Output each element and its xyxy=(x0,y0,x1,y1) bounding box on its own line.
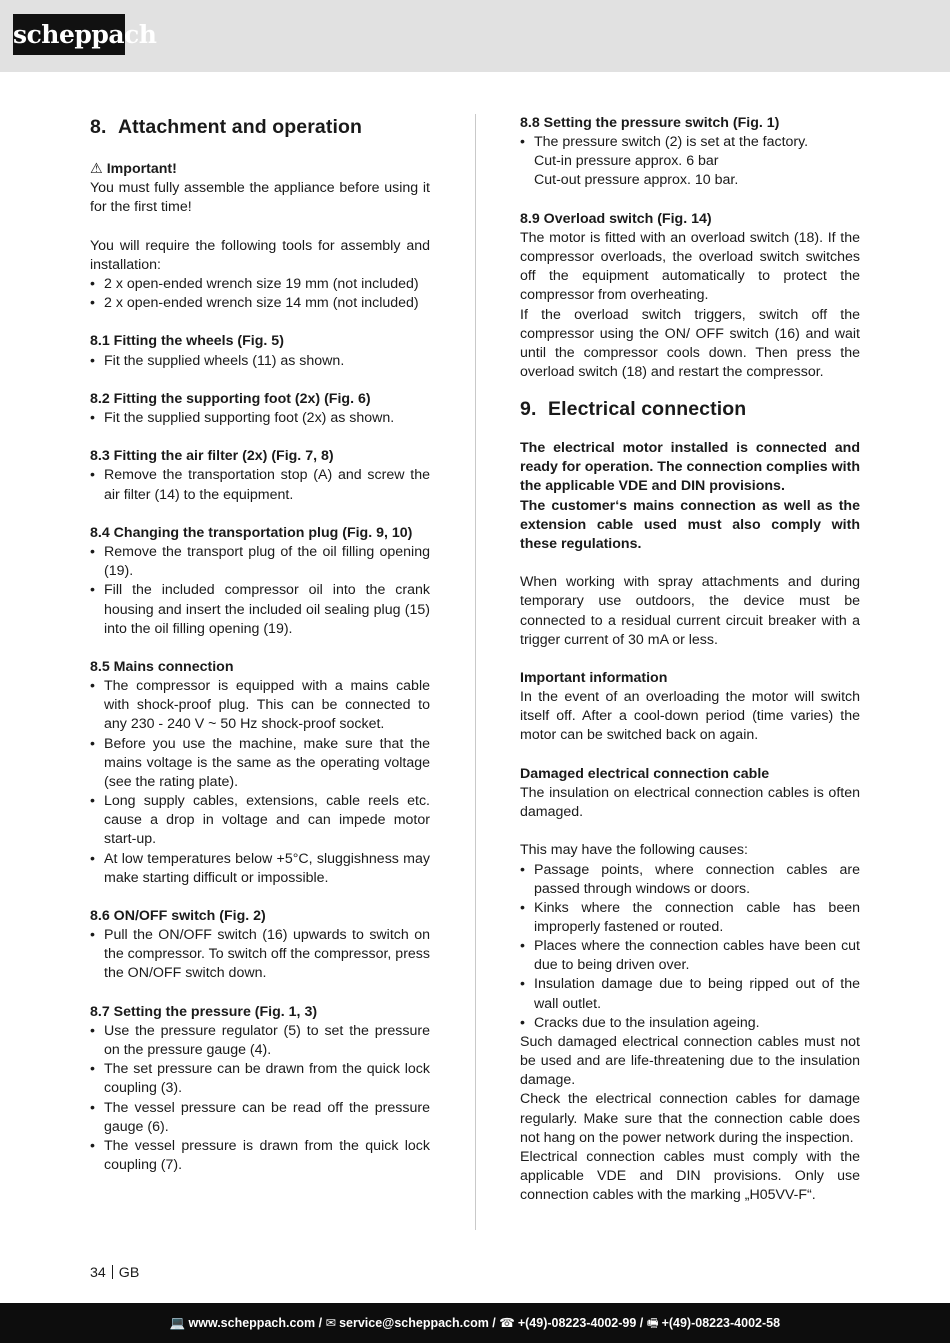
overload-paragraph-1: The motor is fitted with an overload switch (18). If the compressor overloads, the overload switch switches off the equipment automatically to protect the compressor from overheating. xyxy=(520,229,860,304)
section-8-2-title: 8.2 Fitting the supporting foot (2x) (Fig. 6) xyxy=(90,390,371,407)
list-item: • 2 x open-ended wrench size 14 mm (not included) xyxy=(90,294,430,313)
footer-fax-number: +(49)-08223-4002-58 xyxy=(661,1316,781,1330)
left-column xyxy=(90,114,430,1175)
page-number xyxy=(90,1264,139,1283)
list-item: • Places where the connection cables have been cut due to being driven over. xyxy=(520,937,860,975)
electrical-bold-1: The electrical motor installed is connected and ready for operation. The connection complies with the applicable VDE and DIN provisions. xyxy=(520,440,860,495)
damaged-cable-paragraph-4: Electrical connection cables must comply with the applicable VDE and DIN provisions. Only use connection cables with the marking „H05VV-F“. xyxy=(520,1148,860,1204)
section-8-title: Attachment and operation xyxy=(118,116,362,138)
footer-phone-link[interactable]: +(49)-08223-4002-99 xyxy=(517,1316,637,1330)
overload-paragraph-2: If the overload switch triggers, switch off the compressor using the ON/ OFF switch (16) and wait until the compressor cools down. Then press the overload switch (18) and restart the compressor. xyxy=(520,306,860,381)
section-9-number: 9. xyxy=(520,398,537,421)
list-item: • The set pressure can be drawn from the quick lock coupling (3). xyxy=(90,1060,430,1098)
section-8-4-title: 8.4 Changing the transportation plug (Fig. 9, 10) xyxy=(90,524,413,541)
page-number-value: 34 xyxy=(90,1265,106,1281)
warning-icon: ⚠ xyxy=(90,161,103,177)
brand-logo: scheppach xyxy=(13,14,125,55)
section-8-number: 8. xyxy=(90,116,107,138)
section-9-heading xyxy=(520,396,860,422)
computer-icon: 💻 xyxy=(169,1316,186,1330)
section-8-5-title: 8.5 Mains connection xyxy=(90,658,234,675)
important-text: You must fully assemble the appliance before using it for the first time! xyxy=(90,180,430,216)
list-item: • Use the pressure regulator (5) to set the pressure on the pressure gauge (4). xyxy=(90,1022,430,1060)
damaged-cable-title: Damaged electrical connection cable xyxy=(520,765,770,782)
cut-in-pressure: Cut-in pressure approx. 6 bar xyxy=(534,153,719,170)
footer-website-link[interactable]: www.scheppach.com xyxy=(188,1316,316,1330)
envelope-icon: ✉ xyxy=(325,1316,337,1330)
section-9-title: Electrical connection xyxy=(548,398,747,421)
section-8-9-title: 8.9 Overload switch (Fig. 14) xyxy=(520,210,712,227)
section-8-6-title: 8.6 ON/OFF switch (Fig. 2) xyxy=(90,907,266,924)
header-band xyxy=(0,0,950,72)
column-divider xyxy=(475,114,476,1230)
list-item: • At low temperatures below +5°C, sluggishness may make starting difficult or impossible. xyxy=(90,850,430,888)
page-number-separator xyxy=(112,1265,113,1279)
list-item: • The vessel pressure can be read off the pressure gauge (6). xyxy=(90,1099,430,1137)
right-column xyxy=(520,114,860,1205)
tools-intro: You will require the following tools for assembly and installation: xyxy=(90,237,430,273)
list-item: • Kinks where the connection cable has been improperly fastened or routed. xyxy=(520,899,860,937)
list-item: • Insulation damage due to being ripped out of the wall outlet. xyxy=(520,975,860,1013)
fax-icon: 🖷 xyxy=(646,1316,659,1330)
footer-separator: / xyxy=(315,1316,326,1330)
list-item: • Fit the supplied supporting foot (2x) as shown. xyxy=(90,409,430,428)
damaged-cable-paragraph-2: Such damaged electrical connection cables must not be used and are life-threatening due to the insulation damage. xyxy=(520,1033,860,1089)
electrical-bold-2: The customer‘s mains connection as well as the extension cable used must also comply with these regulations. xyxy=(520,497,860,552)
important-label: Important! xyxy=(106,161,177,177)
section-8-7-title: 8.7 Setting the pressure (Fig. 1, 3) xyxy=(90,1003,318,1020)
list-item: • Fill the included compressor oil into the crank housing and insert the included oil sealing plug (15) into the oil filling opening (19). xyxy=(90,581,430,638)
section-8-heading xyxy=(90,114,430,140)
list-item: • Cracks due to the insulation ageing. xyxy=(520,1014,860,1033)
footer-separator: / xyxy=(636,1316,647,1330)
footer-contact-bar xyxy=(0,1303,950,1343)
important-information-title: Important information xyxy=(520,670,668,687)
list-item: • Remove the transport plug of the oil filling opening (19). xyxy=(90,543,430,581)
important-information-text: In the event of an overloading the motor will switch itself off. After a cool-down period (time varies) the motor can be switched back on again. xyxy=(520,689,860,744)
list-item: • Passage points, where connection cables are passed through windows or doors. xyxy=(520,861,860,899)
phone-icon: ☎ xyxy=(499,1316,515,1330)
list-item: • Before you use the machine, make sure that the mains voltage is the same as the operating voltage (see the rating plate). xyxy=(90,735,430,792)
list-item: • 2 x open-ended wrench size 19 mm (not included) xyxy=(90,275,430,294)
damaged-cable-paragraph-3: Check the electrical connection cables for damage regularly. Make sure that the connection cable does not hang on the power network during the inspection. xyxy=(520,1091,860,1146)
footer-separator: / xyxy=(488,1316,500,1330)
damaged-cable-paragraph-1: The insulation on electrical connection cables is often damaged. xyxy=(520,784,860,821)
page-language: GB xyxy=(118,1265,140,1281)
important-heading xyxy=(90,160,430,179)
causes-list xyxy=(520,861,860,1033)
list-item: • The vessel pressure is drawn from the quick lock coupling (7). xyxy=(90,1137,430,1175)
list-item: • The compressor is equipped with a mains cable with shock-proof plug. This can be connected to any 230 - 240 V ~ 50 Hz shock-proof socket. xyxy=(90,677,430,734)
list-item: • Pull the ON/OFF switch (16) upwards to switch on the compressor. To switch off the compressor, press the ON/OFF switch down. xyxy=(90,926,430,983)
list-item: • Fit the supplied wheels (11) as shown. xyxy=(90,352,430,371)
footer-email-link[interactable]: service@scheppach.com xyxy=(339,1316,489,1330)
cut-out-pressure: Cut-out pressure approx. 10 bar. xyxy=(534,172,739,189)
spray-attachment-paragraph: When working with spray attachments and during temporary use outdoors, the device must be connected to a residual current circuit breaker with a trigger current of 30 mA or less. xyxy=(520,574,860,648)
causes-intro: This may have the following causes: xyxy=(520,842,748,859)
list-item: • Long supply cables, extensions, cable reels etc. cause a drop in voltage and can impede motor start-up. xyxy=(90,792,430,849)
list-item: • Remove the transportation stop (A) and screw the air filter (14) to the equipment. xyxy=(90,466,430,504)
list-item: • The pressure switch (2) is set at the factory. xyxy=(520,133,860,152)
tools-list xyxy=(90,275,430,313)
section-8-3-title: 8.3 Fitting the air filter (2x) (Fig. 7, 8) xyxy=(90,448,334,465)
section-8-8-title: 8.8 Setting the pressure switch (Fig. 1) xyxy=(520,115,780,131)
section-8-1-title: 8.1 Fitting the wheels (Fig. 5) xyxy=(90,333,284,350)
